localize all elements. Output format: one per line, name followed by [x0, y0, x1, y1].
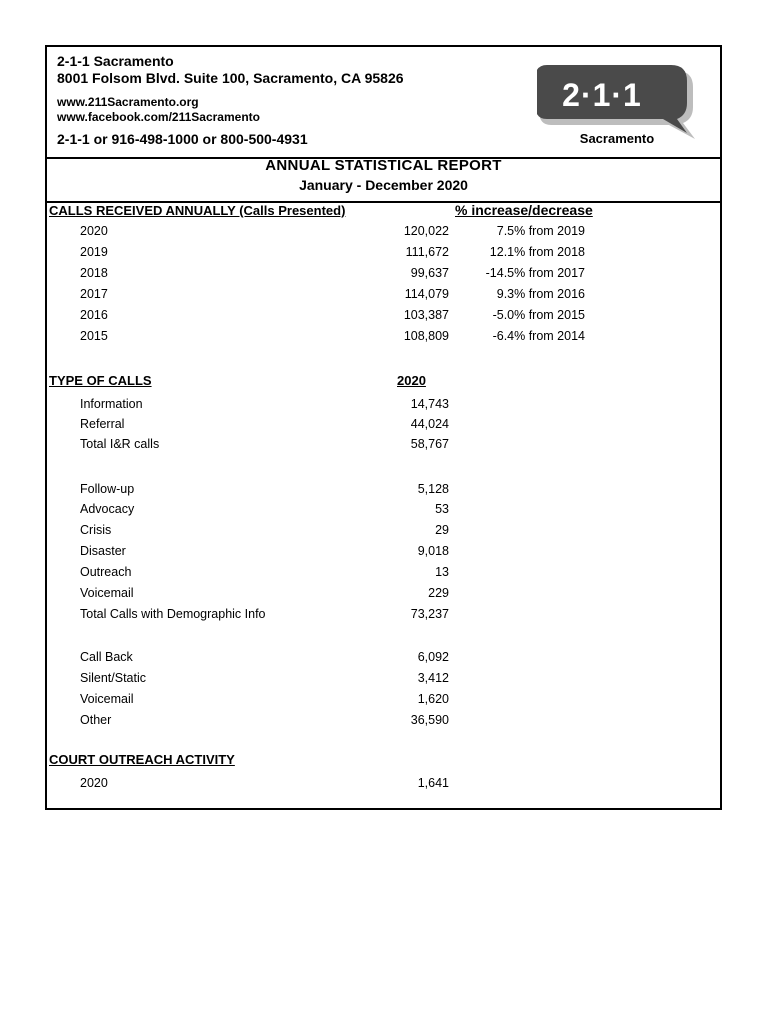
table-row-change: -5.0% from 2015	[492, 308, 585, 322]
list-item-value: 58,767	[410, 437, 449, 451]
type-year-heading: 2020	[397, 373, 426, 388]
list-item-value: 44,024	[410, 417, 449, 431]
facebook-link[interactable]: www.facebook.com/211Sacramento	[57, 110, 260, 124]
table-row-change: -6.4% from 2014	[492, 329, 585, 343]
list-item-label: Crisis	[80, 523, 112, 537]
table-row-value: 108,809	[403, 329, 449, 343]
logo-text: 2·1·1	[562, 77, 642, 113]
list-item-value: 1,641	[417, 776, 449, 790]
list-item-label: Information	[80, 397, 143, 411]
list-item-label: Referral	[80, 417, 125, 431]
list-item-value: 229	[428, 586, 449, 600]
org-address: 8001 Folsom Blvd. Suite 100, Sacramento, CA 95826	[57, 70, 404, 86]
table-row-year: 2016	[80, 308, 108, 322]
list-item-label: Total Calls with Demographic Info	[80, 607, 266, 621]
list-item-label: Outreach	[80, 565, 132, 579]
table-row-value: 111,672	[405, 245, 449, 259]
table-row-change: 9.3% from 2016	[496, 287, 585, 301]
list-item-value: 6,092	[417, 650, 449, 664]
list-item-label: Voicemail	[80, 692, 134, 706]
logo	[537, 57, 697, 149]
list-item-value: 14,743	[410, 397, 449, 411]
list-item-value: 29	[435, 523, 449, 537]
list-item-value: 5,128	[417, 482, 449, 496]
table-row-year: 2019	[80, 245, 108, 259]
list-item-label: Follow-up	[80, 482, 135, 496]
org-name: 2-1-1 Sacramento	[57, 53, 174, 69]
list-item-label: Call Back	[80, 650, 133, 664]
list-item-value: 53	[435, 502, 449, 516]
report-frame	[45, 45, 722, 810]
list-item-value: 13	[435, 565, 449, 579]
table-row-change: 12.1% from 2018	[489, 245, 585, 259]
list-item-label: Total I&R calls	[80, 437, 160, 451]
logo-subtitle: Sacramento	[579, 131, 655, 146]
table-row-year: 2015	[80, 329, 108, 343]
report-title: ANNUAL STATISTICAL REPORT	[265, 157, 502, 174]
pct-change-heading: % increase/decrease	[455, 202, 593, 218]
table-row-value: 120,022	[403, 224, 449, 238]
table-row-year: 2017	[80, 287, 108, 301]
list-item-value: 36,590	[410, 713, 449, 727]
header	[47, 47, 720, 159]
list-item-value: 1,620	[417, 692, 449, 706]
table-row-value: 103,387	[403, 308, 449, 322]
type-of-calls-heading: TYPE OF CALLS	[49, 373, 152, 388]
list-item-value: 73,237	[410, 607, 449, 621]
list-item-value: 9,018	[417, 544, 449, 558]
table-row-year: 2020	[80, 224, 108, 238]
table-row-year: 2018	[80, 266, 108, 280]
table-row-value: 114,079	[404, 287, 449, 301]
list-item-label: Voicemail	[80, 586, 134, 600]
list-item-value: 3,412	[417, 671, 449, 685]
court-outreach-heading: COURT OUTREACH ACTIVITY	[49, 752, 235, 767]
title-block	[47, 157, 720, 203]
table-row-value: 99,637	[410, 266, 449, 280]
calls-received-heading: CALLS RECEIVED ANNUALLY (Calls Presented)	[49, 203, 346, 218]
phone-numbers: 2-1-1 or 916-498-1000 or 800-500-4931	[57, 131, 308, 147]
report-period: January - December 2020	[299, 177, 468, 193]
list-item-label: Other	[80, 713, 112, 727]
table-row-change: -14.5% from 2017	[485, 266, 585, 280]
list-item-label: 2020	[80, 776, 108, 790]
list-item-label: Disaster	[80, 544, 126, 558]
website-link[interactable]: www.211Sacramento.org	[57, 95, 199, 109]
table-row-change: 7.5% from 2019	[496, 224, 585, 238]
list-item-label: Advocacy	[80, 502, 135, 516]
list-item-label: Silent/Static	[80, 671, 147, 685]
